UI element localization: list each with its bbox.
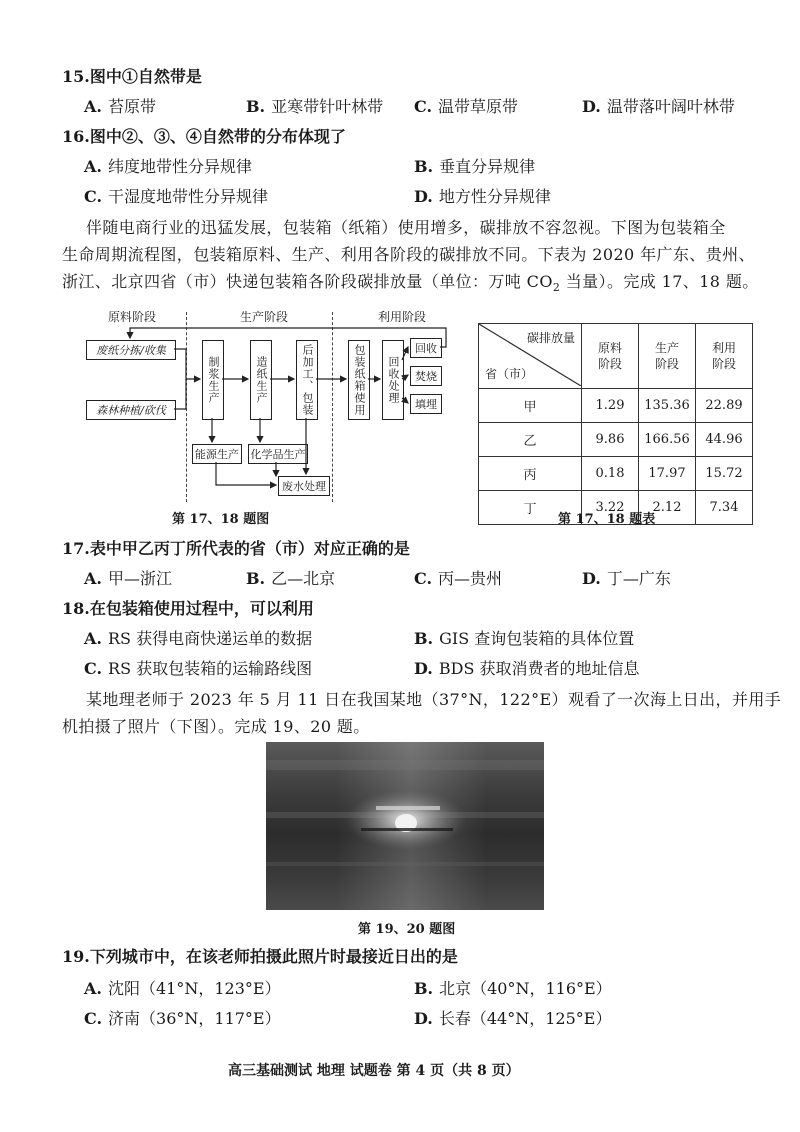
row-name: 乙 — [479, 423, 582, 457]
box-recover: 回收处理 — [382, 340, 404, 420]
row-name: 丙 — [479, 457, 582, 491]
passage-2-line-1: 某地理老师于 2023 年 5 月 11 日在我国某地（37°N，122°E）观看了一次海上日出，并用手 — [86, 690, 782, 709]
q16-option-a: A. 纬度地带性分异规律 — [84, 157, 252, 176]
table-cell: 3.22 — [582, 491, 639, 525]
q17-option-a: A. 甲—浙江 — [84, 569, 172, 588]
box-chemicals: 化学品生产 — [248, 444, 308, 464]
photo-caption: 第 19、20 题图 — [358, 922, 456, 937]
table-cell: 0.18 — [582, 457, 639, 491]
table-cell: 15.72 — [696, 457, 753, 491]
box-energy: 能源生产 — [192, 444, 242, 464]
table-cell: 22.89 — [696, 389, 753, 423]
q16-option-d: D. 地方性分异规律 — [414, 187, 551, 206]
table-cell: 166.56 — [639, 423, 696, 457]
table-row — [479, 389, 753, 423]
sunrise-photo — [266, 742, 544, 910]
table-cell: 9.86 — [582, 423, 639, 457]
box-paper: 造纸生产 — [250, 340, 272, 420]
row-name: 丁 — [479, 491, 582, 525]
q16-option-b: B. 垂直分异规律 — [414, 157, 536, 176]
stage-production-label: 生产阶段 — [240, 310, 289, 324]
table-corner: 碳排放量 省（市） — [479, 324, 582, 389]
box-postprocess: 后加工、包装 — [296, 340, 318, 420]
table-row — [479, 457, 753, 491]
passage-1-line-2: 生命周期流程图，包装箱原料、生产、利用各阶段的碳排放不同。下表为 2020 年广东、贵州、 — [62, 245, 755, 264]
q17-option-b: B. 乙—北京 — [246, 569, 336, 588]
table-header-production: 生产 阶段 — [639, 324, 696, 389]
table-cell: 7.34 — [696, 491, 753, 525]
box-wastewater: 废水处理 — [278, 476, 330, 496]
q15-option-d: D. 温带落叶阔叶林带 — [582, 97, 735, 116]
q19-option-d: D. 长春（44°N，125°E） — [414, 1009, 612, 1028]
table-cell: 2.12 — [639, 491, 696, 525]
box-use: 包装纸箱使用 — [348, 340, 370, 420]
q18-option-a: A. RS 获得电商快递运单的数据 — [84, 629, 313, 648]
diagram-arrows — [78, 300, 448, 500]
q18-option-c: C. RS 获取包装箱的运输路线图 — [84, 659, 313, 678]
question-15-stem: 15.图中①自然带是 — [62, 67, 202, 86]
q19-option-b: B. 北京（40°N，116°E） — [414, 979, 612, 998]
passage-1-line-1: 伴随电商行业的迅猛发展，包装箱（纸箱）使用增多，碳排放不容忽视。下图为包装箱全 — [86, 218, 726, 237]
table-row — [479, 423, 753, 457]
table-cell: 44.96 — [696, 423, 753, 457]
table-cell: 17.97 — [639, 457, 696, 491]
q15-option-b: B. 亚寒带针叶林带 — [246, 97, 384, 116]
passage-2-line-2: 机拍摄了照片（下图）。完成 19、20 题。 — [62, 717, 370, 736]
question-18-stem: 18.在包装箱使用过程中，可以利用 — [62, 599, 314, 618]
diagram-caption: 第 17、18 题图 — [172, 512, 270, 527]
packaging-lifecycle-diagram — [78, 300, 448, 500]
question-19-stem: 19.下列城市中，在该老师拍摄此照片时最接近日出的是 — [62, 947, 458, 966]
q15-option-c: C. 温带草原带 — [414, 97, 519, 116]
table-cell: 1.29 — [582, 389, 639, 423]
box-recycled-paper: 废纸分拣/收集 — [86, 340, 176, 360]
stage-use-label: 利用阶段 — [378, 310, 427, 324]
table-header-raw: 原料 阶段 — [582, 324, 639, 389]
q17-option-d: D. 丁—广东 — [582, 569, 671, 588]
stage-raw-label: 原料阶段 — [108, 310, 157, 324]
page-footer: 高三基础测试 地理 试题卷 第 4 页（共 8 页） — [228, 1063, 520, 1079]
box-forest: 森林种植/砍伐 — [86, 400, 176, 420]
q19-option-c: C. 济南（36°N，117°E） — [84, 1009, 281, 1028]
table-header-use: 利用 阶段 — [696, 324, 753, 389]
question-17-stem: 17.表中甲乙丙丁所代表的省（市）对应正确的是 — [62, 539, 410, 558]
box-pulp: 制浆生产 — [202, 340, 224, 420]
q15-option-a: A. 苔原带 — [84, 97, 156, 116]
table-cell: 135.36 — [639, 389, 696, 423]
box-landfill: 填埋 — [410, 394, 442, 414]
passage-1-line-3: 浙江、北京四省（市）快递包装箱各阶段碳排放量（单位：万吨 $CO_2$ 当量）。完成 17、18 题。 — [62, 272, 759, 295]
row-name: 甲 — [479, 389, 582, 423]
box-burn: 焚烧 — [410, 366, 442, 386]
q16-option-c: C. 干湿度地带性分异规律 — [84, 187, 269, 206]
table-caption: 第 17、18 题表 — [558, 512, 656, 527]
sunrise-photo-drawing — [266, 742, 544, 910]
question-16-stem: 16.图中②、③、④自然带的分布体现了 — [62, 127, 346, 146]
carbon-emission-table — [478, 323, 753, 525]
q17-option-c: C. 丙—贵州 — [414, 569, 503, 588]
q19-option-a: A. 沈阳（41°N，123°E） — [84, 979, 281, 998]
q18-option-b: B. GIS 查询包装箱的具体位置 — [414, 629, 635, 648]
q18-option-d: D. BDS 获取消费者的地址信息 — [414, 659, 640, 678]
box-recycle: 回收 — [410, 338, 442, 358]
